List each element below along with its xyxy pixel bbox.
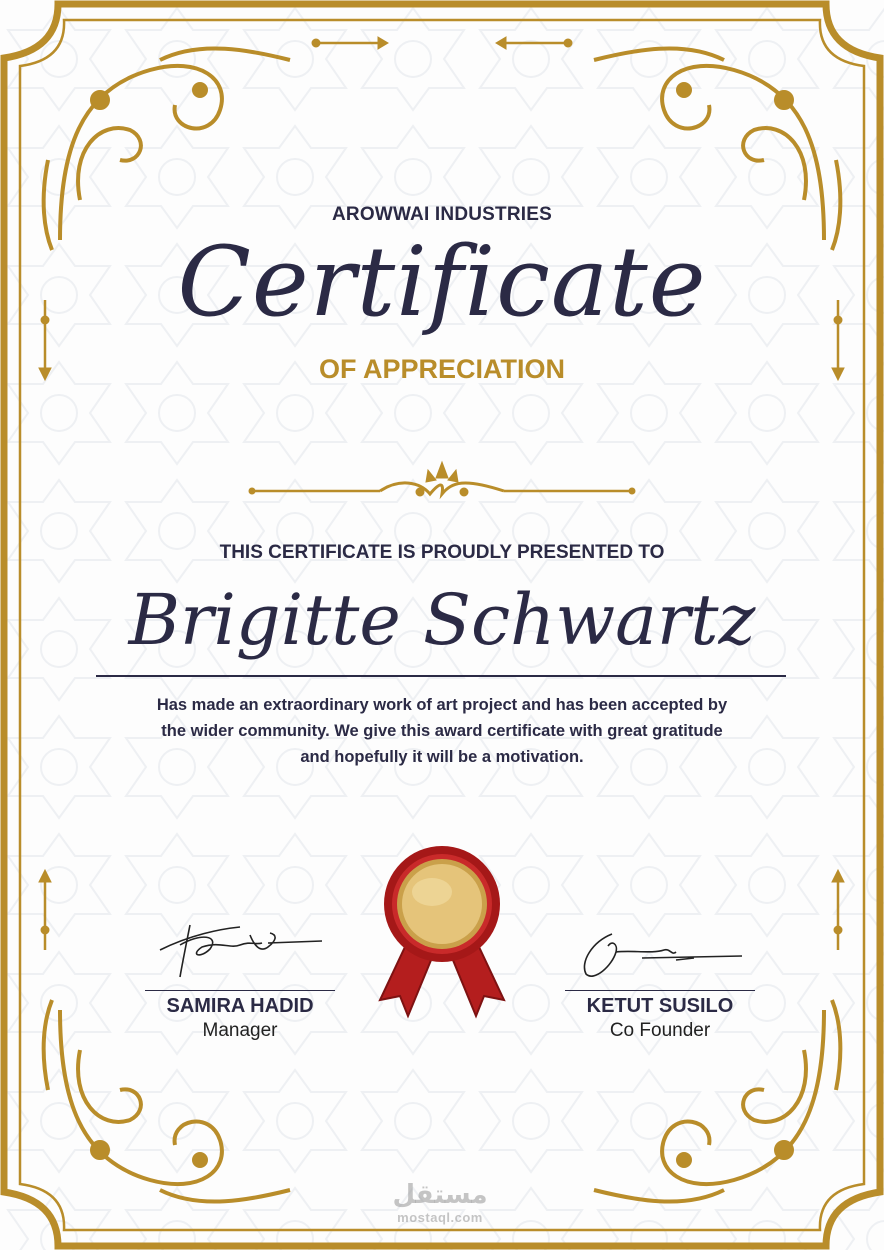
certificate-title: Certificate [177, 226, 707, 338]
award-ribbon-icon [372, 842, 512, 1022]
body-line: Has made an extraordinary work of art project and has been accepted by [156, 696, 728, 714]
recipient-name: Brigitte Schwartz [128, 579, 756, 661]
certificate-subtitle: OF APPRECIATION [318, 354, 565, 384]
body-line: the wider community. We give this award certificate with great gratitude [161, 722, 723, 740]
presented-to-label: THIS CERTIFICATE IS PROUDLY PRESENTED TO [219, 542, 665, 563]
signatory-right [560, 990, 760, 1042]
company-name: AROWWAI INDUSTRIES [332, 204, 552, 225]
body-line: and hopefully it will be a motivation. [300, 748, 584, 766]
name-underline [96, 675, 786, 677]
signatory-role: Manager [202, 1020, 278, 1041]
signature-line [565, 990, 755, 991]
signature-line [145, 990, 335, 991]
watermark-logo: مستقل [392, 1180, 488, 1210]
signature-image [150, 915, 330, 985]
certificate-body [90, 692, 794, 770]
watermark-url: mostaql.com [397, 1210, 483, 1225]
signatory-name: KETUT SUSILO [586, 995, 734, 1017]
signatory-role: Co Founder [609, 1020, 711, 1041]
divider-ornament-icon [249, 462, 635, 496]
signatory-name: SAMIRA HADID [166, 995, 314, 1017]
signatory-left [140, 990, 340, 1042]
watermark [380, 1180, 500, 1225]
signature-image [572, 922, 752, 992]
